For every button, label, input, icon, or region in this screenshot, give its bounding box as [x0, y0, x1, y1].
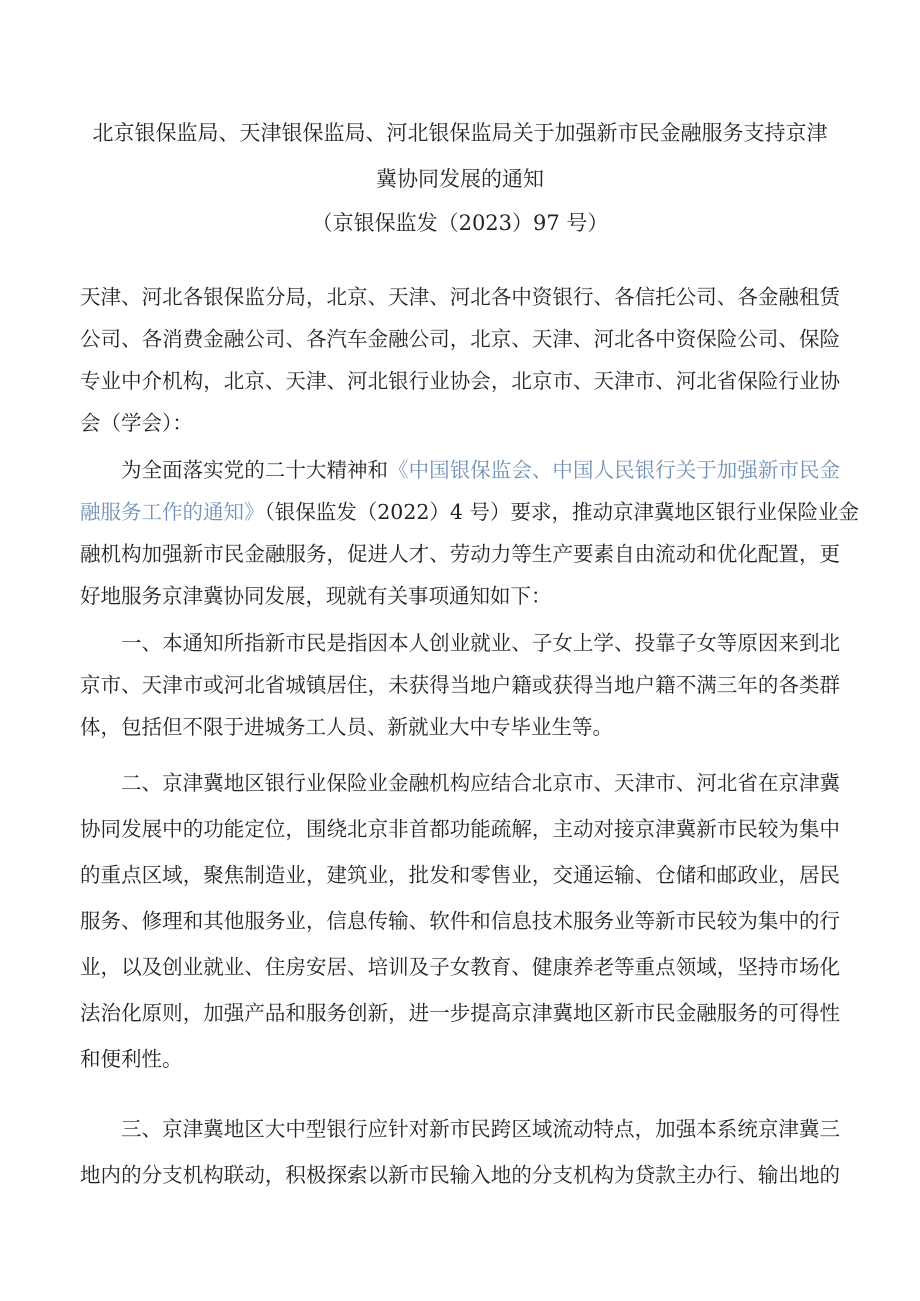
intro-text: 为全面落实党的二十大精神和 — [121, 458, 389, 482]
addressee-line: 专业中介机构，北京、天津、河北银行业协会，北京市、天津市、河北省保险行业协 — [80, 369, 840, 393]
intro-line: 融机构加强新市民金融服务，促进人才、劳动力等生产要素自由流动和优化配置，更 — [80, 542, 840, 566]
section-2-line: 和便利性。 — [80, 1047, 183, 1071]
section-2-line: 的重点区域，聚焦制造业，建筑业，批发和零售业，交通运输、仓储和邮政业，居民 — [80, 863, 840, 887]
section-1-line: 一、本通知所指新市民是指因本人创业就业、子女上学、投靠子女等原因来到北 — [121, 631, 840, 655]
section-2-line: 服务、修理和其他服务业，信息传输、软件和信息技术服务业等新市民较为集中的行 — [80, 909, 840, 933]
intro-text: （银保监发（2022）4 号）要求，推动京津冀地区银行业保险业金 — [264, 500, 859, 524]
addressee-line: 会（学会）： — [80, 411, 193, 435]
addressee-line: 天津、河北各银保监分局，北京、天津、河北各中资银行、各信托公司、各金融租赁 — [80, 285, 840, 309]
addressee-line: 公司、各消费金融公司、各汽车金融公司，北京、天津、河北各中资保险公司、保险 — [80, 327, 840, 351]
section-2-line: 业，以及创业就业、住房安居、培训及子女教育、健康养老等重点领域，坚持市场化 — [80, 955, 840, 979]
section-2-line: 协同发展中的功能定位，围绕北京非首都功能疏解，主动对接京津冀新市民较为集中 — [80, 817, 840, 841]
notice-reference-link[interactable]: 融服务工作的通知》 — [80, 500, 265, 524]
section-3-line: 三、京津冀地区大中型银行应针对新市民跨区域流动特点，加强本系统京津冀三 — [121, 1117, 840, 1141]
intro-line — [80, 497, 859, 527]
section-3-line: 地内的分支机构联动，积极探索以新市民输入地的分支机构为贷款主办行、输出地的 — [80, 1163, 840, 1187]
section-1-line: 体，包括但不限于进城务工人员、新就业大中专毕业生等。 — [80, 715, 613, 739]
document-number: （京银保监发（2023）97 号） — [311, 211, 609, 235]
section-1-line: 京市、天津市或河北省城镇居住，未获得当地户籍或获得当地户籍不满三年的各类群 — [80, 673, 840, 697]
notice-reference-link[interactable]: 《中国银保监会、中国人民银行关于加强新市民金 — [388, 458, 841, 482]
document-title-line-1: 北京银保监局、天津银保监局、河北银保监局关于加强新市民金融服务支持京津 — [92, 121, 828, 145]
section-2-line: 法治化原则，加强产品和服务创新，进一步提高京津冀地区新市民金融服务的可得性 — [80, 1001, 840, 1025]
document-title-line-2: 冀协同发展的通知 — [376, 167, 544, 191]
section-2-line: 二、京津冀地区银行业保险业金融机构应结合北京市、天津市、河北省在京津冀 — [121, 771, 840, 795]
intro-line — [121, 455, 840, 485]
intro-line: 好地服务京津冀协同发展，现就有关事项通知如下： — [80, 584, 552, 608]
